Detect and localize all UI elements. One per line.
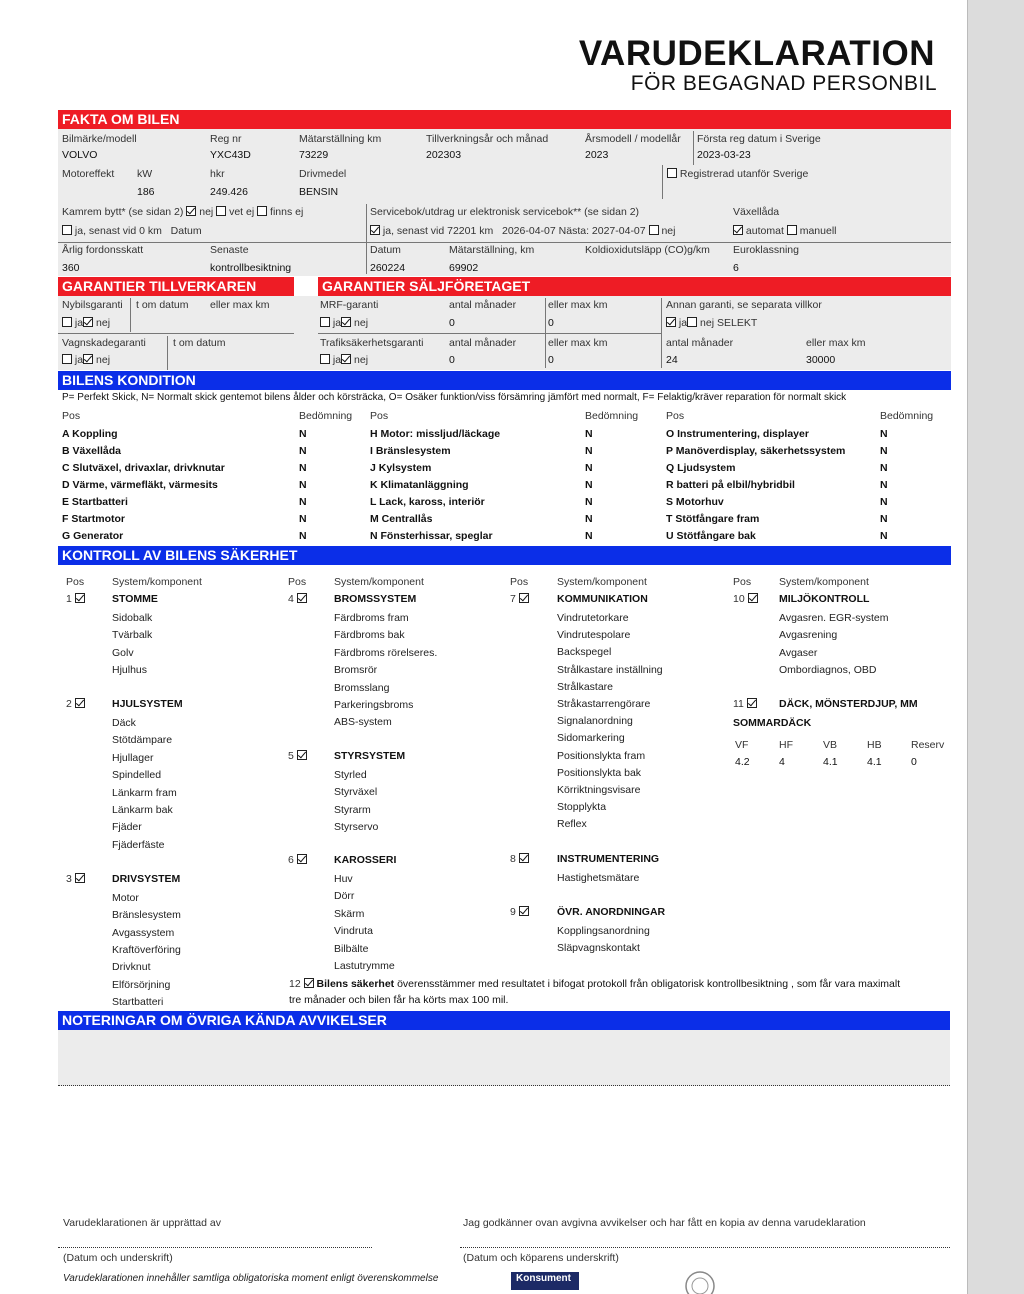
sakerhet-group-num: 5 <box>288 750 294 762</box>
sakerhet-item: Styrväxel <box>334 786 378 798</box>
sakerhet-item: Avgasrening <box>779 629 838 641</box>
tillv-value: 202303 <box>426 149 462 161</box>
sakerhet-group-title: DRIVSYSTEM <box>112 873 181 885</box>
sakerhet-item: Kopplingsanordning <box>557 925 650 937</box>
kondition-bed2: Bedömning <box>585 410 639 422</box>
kondition-item-name: K Klimatanläggning <box>370 479 469 491</box>
annan-selekt: SELEKT <box>716 317 758 329</box>
kondition-item-grade: N <box>880 428 888 440</box>
kamrem-datum-label: Datum <box>170 225 202 237</box>
sakerhet-group-num: 6 <box>288 854 294 866</box>
mrf-antal-label: antal månader <box>449 299 517 311</box>
co2-label: Koldioxidutsläpp (CO)g/km <box>585 244 710 256</box>
forsta-label: Första reg datum i Sverige <box>697 133 821 145</box>
sakerhet-item: Backspegel <box>557 646 612 658</box>
sakerhet-group-num: 2 <box>66 698 72 710</box>
servicebok-nasta: Nästa: 2027-04-07 <box>558 225 646 237</box>
sakerhet-group-pos <box>733 593 758 605</box>
sakerhet-item: Parkeringsbroms <box>334 699 414 711</box>
section-header-garantier-tillverkaren: GARANTIER TILLVERKAREN <box>58 277 294 296</box>
sakerhet-group-title: KOMMUNIKATION <box>557 593 648 605</box>
innehaller-note: Varudeklarationen innehåller samtliga obligatoriska moment enligt överenskommelse <box>63 1273 439 1284</box>
kondition-item-name: I Bränslesystem <box>370 445 451 457</box>
sommardack-label: SOMMARDÄCK <box>733 717 812 729</box>
sakerhet-group-title: BROMSSYSTEM <box>334 593 417 605</box>
item12-text: överensstämmer med resultatet i bifogat protokoll från obligatorisk kontrollbesiktning , som får vara maximalt <box>394 978 901 990</box>
trafik-km-value: 0 <box>548 354 554 366</box>
kamrem-finnsej-label: finns ej <box>270 206 304 218</box>
sakerhet-item: Stötdämpare <box>112 734 173 746</box>
sakerhet-group-pos <box>66 873 85 885</box>
forsta-value: 2023-03-23 <box>697 149 751 161</box>
sakerhet-group-pos <box>510 853 529 865</box>
trafik-nej-checkbox[interactable] <box>341 354 351 364</box>
sakerhet-group-checkbox[interactable] <box>748 593 758 603</box>
sakerhet-system-header: System/komponent <box>112 576 202 588</box>
section-header-sakerhet: KONTROLL AV BILENS SÄKERHET <box>58 546 951 565</box>
mrf-antal-value: 0 <box>449 317 455 329</box>
sakerhet-item: Sidomarkering <box>557 732 625 744</box>
kondition-item-name: U Stötfångare bak <box>666 530 756 542</box>
trafik-ja-label: ja <box>332 354 342 366</box>
kondition-item-name: G Generator <box>62 530 124 542</box>
item12-bold: Bilens säkerhet <box>316 978 395 990</box>
matar-label: Mätarställning km <box>299 133 382 145</box>
sakerhet-group-pos <box>510 593 529 605</box>
kondition-item-grade: N <box>585 479 593 491</box>
kondition-item-grade: N <box>585 462 593 474</box>
vaxellada-label: Växellåda <box>733 206 780 218</box>
kondition-item-name: O Instrumentering, displayer <box>666 428 809 440</box>
kondition-pos3: Pos <box>666 410 685 422</box>
kamrem-vetej-label: vet ej <box>229 206 255 218</box>
sakerhet-item: Färdbroms rörelseres. <box>334 647 438 659</box>
sakerhet-item: Länkarm fram <box>112 787 177 799</box>
page-subtitle: FÖR BEGAGNAD PERSONBIL <box>630 72 937 95</box>
annan-row <box>666 317 757 329</box>
besdatum-label: Datum <box>370 244 401 256</box>
servicebok-datum: 2026-04-07 <box>502 225 556 237</box>
besmatar-value: 69902 <box>449 262 479 274</box>
automat-checkbox[interactable] <box>733 225 743 235</box>
servicebok-nej-checkbox[interactable] <box>649 225 659 235</box>
sakerhet-group-pos <box>288 750 307 762</box>
reg-utanfor-row <box>667 168 808 180</box>
buyer-signature-line[interactable] <box>460 1247 950 1248</box>
sakerhet-group-pos <box>66 698 85 710</box>
kondition-pos2: Pos <box>370 410 389 422</box>
item12-text2: tre månader och bilen får ha körts max 100 mil. <box>289 994 509 1006</box>
sakerhet-group-title: HJULSYSTEM <box>112 698 183 710</box>
kondition-item-name: E Startbatteri <box>62 496 128 508</box>
senaste-label: Senaste <box>210 244 249 256</box>
kondition-item-grade: N <box>585 530 593 542</box>
sakerhet-item: Färdbroms bak <box>334 629 405 641</box>
kw-label: kW <box>137 168 153 180</box>
godkanner-label: Jag godkänner ovan avgivna avvikelser och har fått en kopia av denna varudeklaration <box>463 1217 866 1229</box>
nybil-label: Nybilsgaranti <box>62 299 123 311</box>
sakerhet-group-pos <box>733 698 757 710</box>
kondition-item-name: M Centrallås <box>370 513 433 525</box>
item12-num: 12 <box>289 978 301 990</box>
kondition-item-name: B Växellåda <box>62 445 121 457</box>
sakerhet-group-pos <box>288 854 307 866</box>
euro-label: Euroklassning <box>733 244 799 256</box>
vaxellada-row <box>733 225 837 237</box>
reg-utanfor-label: Registrerad utanför Sverige <box>679 168 809 180</box>
sakerhet-group-pos <box>288 593 307 605</box>
kondition-item-grade: N <box>585 496 593 508</box>
nybil-nej-label: nej <box>96 317 111 329</box>
kondition-item-grade: N <box>880 530 888 542</box>
tyre-value-reserv: 0 <box>911 756 917 768</box>
nybil-row <box>62 317 110 329</box>
trafik-antal-label: antal månader <box>449 337 517 349</box>
sakerhet-pos-header: Pos <box>288 576 307 588</box>
page-title: VARUDEKLARATION <box>578 34 935 73</box>
mrf-maxkm-label: eller max km <box>548 299 608 311</box>
servicebok-ja-checkbox[interactable] <box>370 225 380 235</box>
sakerhet-group-title: DÄCK, MÖNSTERDJUP, MM <box>779 698 918 710</box>
kondition-item-name: A Koppling <box>62 428 118 440</box>
sakerhet-item: Positionslykta fram <box>557 750 646 762</box>
sakerhet-group-num: 9 <box>510 906 516 918</box>
section-header-noteringar: NOTERINGAR OM ÖVRIGA KÄNDA AVVIKELSER <box>58 1011 950 1030</box>
kondition-item-grade: N <box>585 445 593 457</box>
mrf-km-value: 0 <box>548 317 554 329</box>
sakerhet-item: Bromsslang <box>334 682 390 694</box>
kondition-item-grade: N <box>299 479 307 491</box>
tyre-value-vf: 4.2 <box>735 756 750 768</box>
sakerhet-group-pos <box>66 593 85 605</box>
nybil-nej-checkbox[interactable] <box>83 317 93 327</box>
sakerhet-group-title: STYRSYSTEM <box>334 750 406 762</box>
sakerhet-item: Vindrutetorkare <box>557 612 629 624</box>
motoreffekt-label: Motoreffekt <box>62 168 115 180</box>
vagnskada-ja-label: ja <box>74 354 84 366</box>
kondition-item-grade: N <box>299 462 307 474</box>
seal-icon <box>680 1270 720 1294</box>
sakerhet-item: Avgassystem <box>112 927 175 939</box>
kamrem-nej-label: nej <box>199 206 214 218</box>
kondition-item-name: T Stötfångare fram <box>666 513 760 525</box>
sakerhet-group-title: ÖVR. ANORDNINGAR <box>557 906 666 918</box>
sakerhet-group-num: 7 <box>510 593 516 605</box>
nybil-ja-label: ja <box>74 317 84 329</box>
mrf-row <box>320 317 368 329</box>
manuell-checkbox[interactable] <box>787 225 797 235</box>
sakerhet-item: Styrservo <box>334 821 379 833</box>
sakerhet-group-num: 3 <box>66 873 72 885</box>
sakerhet-item: Reflex <box>557 818 587 830</box>
trafik-antal-value: 0 <box>449 354 455 366</box>
sakerhet-item: Drivknut <box>112 961 151 973</box>
tillv-label: Tillverkningsår och månad <box>426 133 549 145</box>
kondition-item-grade: N <box>880 496 888 508</box>
besmatar-label: Mätarställning, km <box>449 244 535 256</box>
nybil-maxkm-label: eller max km <box>210 299 270 311</box>
kondition-item-name: P Manöverdisplay, säkerhetssystem <box>666 445 846 457</box>
kondition-item-name: R batteri på elbil/hybridbil <box>666 479 795 491</box>
sakerhet-pos-header: Pos <box>510 576 529 588</box>
sakerhet-item: Släpvagnskontakt <box>557 942 640 954</box>
item12-row <box>289 978 900 990</box>
sakerhet-item: Styrarm <box>334 804 371 816</box>
kondition-item-name: H Motor: missljud/läckage <box>370 428 501 440</box>
sakerhet-item: Skärm <box>334 908 365 920</box>
matar-value: 73229 <box>299 149 329 161</box>
sakerhet-group-pos <box>510 906 529 918</box>
sakerhet-group-num: 11 <box>733 698 744 710</box>
arsmodell-label: Årsmodell / modellår <box>585 133 681 145</box>
kondition-pos1: Pos <box>62 410 81 422</box>
euro-value: 6 <box>733 262 739 274</box>
servicebok-label: Servicebok/utdrag ur elektronisk servicebok** (se sidan 2) <box>370 206 640 218</box>
tyre-header-vb: VB <box>823 739 838 751</box>
tyre-value-vb: 4.1 <box>823 756 838 768</box>
sakerhet-item: Sidobalk <box>112 612 153 624</box>
kondition-item-grade: N <box>880 479 888 491</box>
sakerhet-item: Bromsrör <box>334 664 378 676</box>
kamrem-row <box>62 206 303 218</box>
sakerhet-pos-header: Pos <box>733 576 752 588</box>
sakerhet-item: Styrled <box>334 769 367 781</box>
kondition-item-grade: N <box>585 513 593 525</box>
section-header-garantier-saljforetaget: GARANTIER SÄLJFÖRETAGET <box>318 277 951 296</box>
section-header-kondition: BILENS KONDITION <box>58 371 951 390</box>
tyre-value-hb: 4.1 <box>867 756 882 768</box>
kondition-item-name: N Fönsterhissar, speglar <box>370 530 493 542</box>
sakerhet-group-checkbox[interactable] <box>747 698 757 708</box>
annan-nej-checkbox[interactable] <box>687 317 697 327</box>
sakerhet-item: Fjäderfäste <box>112 839 165 851</box>
regnr-value: YXC43D <box>210 149 251 161</box>
sakerhet-group-checkbox[interactable] <box>297 593 307 603</box>
sakerhet-item: Vindrutespolare <box>557 629 631 641</box>
nybil-tom-label: t om datum <box>136 299 189 311</box>
kamrem-ja-row <box>62 225 202 237</box>
sakerhet-item: Positionslykta bak <box>557 767 642 779</box>
mrf-ja-label: ja <box>332 317 342 329</box>
sakerhet-item: Däck <box>112 717 136 729</box>
annan-ja-checkbox[interactable] <box>666 317 676 327</box>
kondition-item-name: Q Ljudsystem <box>666 462 736 474</box>
sakerhet-group-checkbox[interactable] <box>297 854 307 864</box>
sakerhet-item: Stopplykta <box>557 801 607 813</box>
kondition-item-name: F Startmotor <box>62 513 125 525</box>
konsument-logo: Konsument <box>511 1272 579 1290</box>
sakerhet-group-checkbox[interactable] <box>519 853 529 863</box>
mrf-label: MRF-garanti <box>320 299 379 311</box>
sakerhet-group-checkbox[interactable] <box>297 750 307 760</box>
kondition-bed3: Bedömning <box>880 410 934 422</box>
kondition-item-name: D Värme, värmefläkt, värmesits <box>62 479 218 491</box>
kamrem-label: Kamrem bytt* (se sidan 2) <box>62 206 184 218</box>
kw-value: 186 <box>137 186 155 198</box>
sakerhet-group-checkbox[interactable] <box>519 593 529 603</box>
kondition-item-name: S Motorhuv <box>666 496 724 508</box>
kamrem-vetej-checkbox[interactable] <box>216 206 226 216</box>
tyre-header-hb: HB <box>867 739 882 751</box>
sakerhet-item: Avgasren. EGR-system <box>779 612 889 624</box>
sakerhet-item: ABS-system <box>334 716 392 728</box>
kamrem-nej-checkbox[interactable] <box>186 206 196 216</box>
sakerhet-item: Golv <box>112 647 134 659</box>
sakerhet-group-num: 1 <box>66 593 72 605</box>
sakerhet-group-checkbox[interactable] <box>75 873 85 883</box>
mrf-ja-checkbox[interactable] <box>320 317 330 327</box>
sakerhet-pos-header: Pos <box>66 576 85 588</box>
trafik-nej-label: nej <box>354 354 369 366</box>
tyre-header-vf: VF <box>735 739 749 751</box>
fordonsskatt-label: Årlig fordonsskatt <box>62 244 144 256</box>
sakerhet-item: Motor <box>112 892 139 904</box>
automat-label: automat <box>745 225 784 237</box>
annan-km-value: 30000 <box>806 354 836 366</box>
kamrem-ja-label: ja, senast vid 0 km <box>74 225 162 237</box>
kondition-item-grade: N <box>299 445 307 457</box>
sakerhet-item: Bilbälte <box>334 943 369 955</box>
reg-utanfor-checkbox[interactable] <box>667 168 677 178</box>
annan-antal-value: 24 <box>666 354 678 366</box>
sakerhet-system-header: System/komponent <box>334 576 424 588</box>
sakerhet-item: Stråkastarrengörare <box>557 698 651 710</box>
sakerhet-group-checkbox[interactable] <box>75 698 85 708</box>
annan-nej-label: nej <box>700 317 715 329</box>
sakerhet-item: Fjäder <box>112 821 142 833</box>
mrf-nej-label: nej <box>354 317 369 329</box>
vagnskada-nej-label: nej <box>96 354 111 366</box>
servicebok-ja-label: ja, senast vid 72201 km <box>382 225 494 237</box>
vagnskada-row <box>62 354 110 366</box>
sakerhet-item: Strålkastare inställning <box>557 664 663 676</box>
sakerhet-system-header: System/komponent <box>779 576 869 588</box>
vagnskada-ja-checkbox[interactable] <box>62 354 72 364</box>
upprattad-label: Varudeklarationen är upprättad av <box>63 1217 221 1229</box>
kondition-item-grade: N <box>880 445 888 457</box>
drivmedel-value: BENSIN <box>299 186 339 198</box>
sakerhet-group-checkbox[interactable] <box>75 593 85 603</box>
hkr-value: 249.426 <box>210 186 248 198</box>
vagnskada-tom-label: t om datum <box>173 337 226 349</box>
sakerhet-item: Dörr <box>334 890 355 902</box>
trafik-row <box>320 354 368 366</box>
mrf-nej-checkbox[interactable] <box>341 317 351 327</box>
hkr-label: hkr <box>210 168 225 180</box>
item12-checkbox[interactable] <box>304 978 314 988</box>
sakerhet-item: Tvärbalk <box>112 629 153 641</box>
annan-maxkm-label: eller max km <box>806 337 866 349</box>
sakerhet-item: Strålkastare <box>557 681 614 693</box>
kondition-item-name: J Kylsystem <box>370 462 432 474</box>
kondition-item-grade: N <box>880 513 888 525</box>
sakerhet-item: Lastutrymme <box>334 960 395 972</box>
section-header-fakta: FAKTA OM BILEN <box>58 110 951 129</box>
kondition-item-name: L Lack, kaross, interiör <box>370 496 485 508</box>
tyre-header-reserv: Reserv <box>911 739 945 751</box>
vagnskada-nej-checkbox[interactable] <box>83 354 93 364</box>
seller-signature-line[interactable] <box>58 1247 372 1248</box>
manuell-label: manuell <box>799 225 837 237</box>
nybil-ja-checkbox[interactable] <box>62 317 72 327</box>
kondition-legend: P= Perfekt Skick, N= Normalt skick gentemot bilens ålder och körsträcka, O= Osäker funktion/viss försämring jämfört med normalt, F= Felaktig/kräver reparation för normalt skick <box>62 392 847 403</box>
noteringar-line <box>58 1085 950 1086</box>
trafik-maxkm-label: eller max km <box>548 337 608 349</box>
sakerhet-group-num: 4 <box>288 593 294 605</box>
kondition-item-grade: N <box>299 530 307 542</box>
kondition-item-grade: N <box>585 428 593 440</box>
arsmodell-value: 2023 <box>585 149 609 161</box>
kondition-item-grade: N <box>299 513 307 525</box>
sakerhet-item: Hastighetsmätare <box>557 872 640 884</box>
kondition-item-name: C Slutväxel, drivaxlar, drivknutar <box>62 462 225 474</box>
annan-label: Annan garanti, se separata villkor <box>666 299 822 311</box>
sakerhet-item: Vindruta <box>334 925 373 937</box>
sakerhet-item: Ombordiagnos, OBD <box>779 664 877 676</box>
sakerhet-item: Länkarm bak <box>112 804 173 816</box>
sakerhet-group-checkbox[interactable] <box>519 906 529 916</box>
sakerhet-item: Bränslesystem <box>112 909 181 921</box>
sakerhet-group-title: KAROSSERI <box>334 854 397 866</box>
tyre-header-hf: HF <box>779 739 793 751</box>
sakerhet-item: Hjullager <box>112 752 154 764</box>
sakerhet-item: Signalanordning <box>557 715 633 727</box>
trafik-ja-checkbox[interactable] <box>320 354 330 364</box>
sakerhet-system-header: System/komponent <box>557 576 647 588</box>
sakerhet-group-num: 8 <box>510 853 516 865</box>
sakerhet-group-title: MILJÖKONTROLL <box>779 593 870 605</box>
sakerhet-item: Avgaser <box>779 647 818 659</box>
kamrem-ja-checkbox[interactable] <box>62 225 72 235</box>
sakerhet-item: Hjulhus <box>112 664 148 676</box>
kondition-item-grade: N <box>880 462 888 474</box>
kondition-item-grade: N <box>299 428 307 440</box>
besdatum-value: 260224 <box>370 262 406 274</box>
sakerhet-item: Körriktningsvisare <box>557 784 641 796</box>
sakerhet-item: Startbatteri <box>112 996 164 1008</box>
kondition-item-grade: N <box>299 496 307 508</box>
annan-ja-label: ja <box>678 317 688 329</box>
sakerhet-item: Färdbroms fram <box>334 612 409 624</box>
sakerhet-group-num: 10 <box>733 593 745 605</box>
datum-kopare: (Datum och köparens underskrift) <box>463 1252 619 1264</box>
bilmarke-value: VOLVO <box>62 149 98 161</box>
servicebok-nej-label: nej <box>661 225 676 237</box>
sakerhet-item: Kraftöverföring <box>112 944 181 956</box>
annan-antal-label: antal månader <box>666 337 734 349</box>
servicebok-row <box>370 225 675 237</box>
noteringar-field[interactable] <box>58 1030 950 1086</box>
sakerhet-group-title: INSTRUMENTERING <box>557 853 660 865</box>
sakerhet-group-title: STOMME <box>112 593 158 605</box>
kondition-bed1: Bedömning <box>299 410 353 422</box>
drivmedel-label: Drivmedel <box>299 168 347 180</box>
kamrem-finnsej-checkbox[interactable] <box>257 206 267 216</box>
datum-underskrift: (Datum och underskrift) <box>63 1252 173 1264</box>
vagnskada-label: Vagnskadegaranti <box>62 337 146 349</box>
trafik-label: Trafiksäkerhetsgaranti <box>320 337 424 349</box>
tyre-value-hf: 4 <box>779 756 785 768</box>
bilmarke-label: Bilmärke/modell <box>62 133 137 145</box>
sakerhet-item: Huv <box>334 873 353 885</box>
sakerhet-item: Elförsörjning <box>112 979 171 991</box>
fordonsskatt-value: 360 <box>62 262 80 274</box>
kontroll-label: kontrollbesiktning <box>210 262 292 274</box>
regnr-label: Reg nr <box>210 133 242 145</box>
sakerhet-item: Spindelled <box>112 769 162 781</box>
